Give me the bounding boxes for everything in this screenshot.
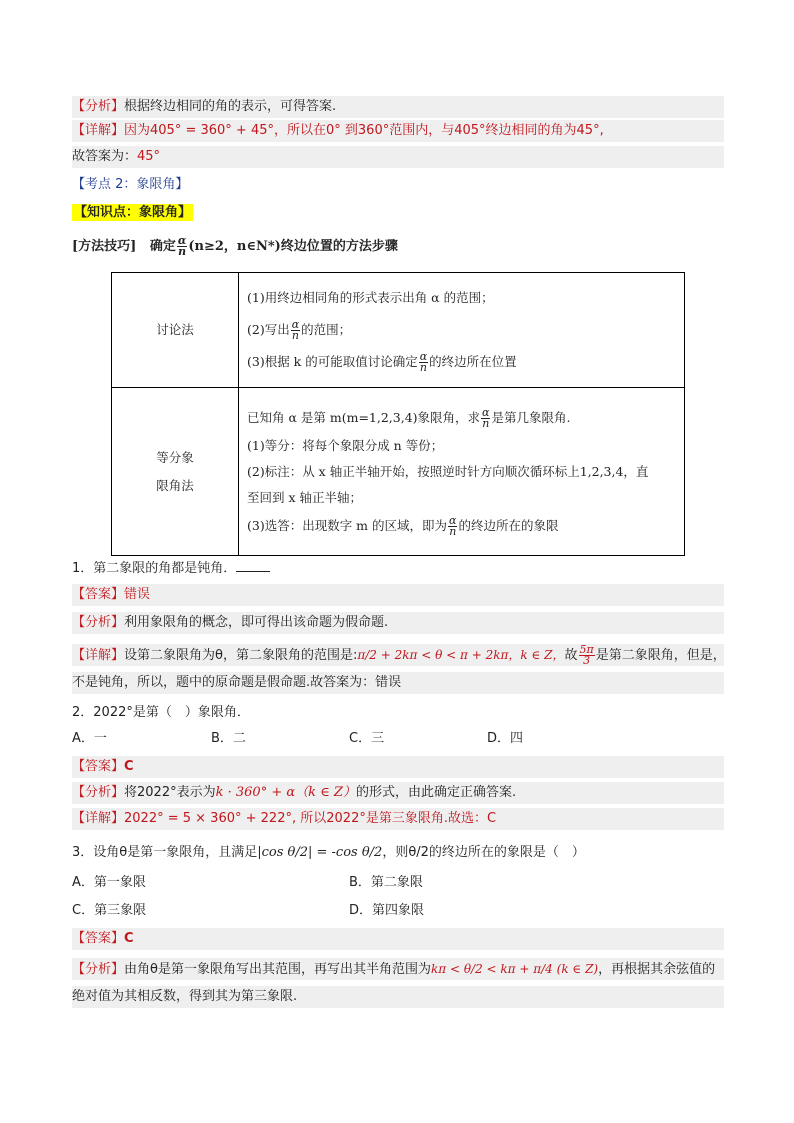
q3-analysis-math: kπ < θ/2 < kπ + π/4 (k ∈ Z) bbox=[430, 962, 599, 976]
q1-detail-line2 bbox=[72, 672, 724, 694]
q3-analysis-post: ，再根据其余弦值的 bbox=[598, 962, 716, 977]
q3-option-a: A．第一象限 bbox=[72, 875, 146, 890]
q3-analysis-line bbox=[72, 958, 724, 980]
frac-den: n bbox=[291, 329, 299, 342]
q3-analysis-pre: 由角θ是第一象限角写出其范围，再写出其半角范围为 bbox=[124, 962, 431, 977]
division-step-0-frac bbox=[481, 405, 490, 430]
method-name-division bbox=[112, 388, 239, 556]
discussion-step-2-post: 的范围； bbox=[301, 322, 352, 337]
discussion-step-3-frac bbox=[419, 352, 428, 373]
method-title-pre: 确定 bbox=[149, 239, 176, 254]
division-step-0-pre: 已知角 α 是第 m(m=1,2,3,4)象限角，求 bbox=[247, 409, 481, 425]
frac-den: n bbox=[419, 361, 427, 374]
q1-analysis-line bbox=[72, 612, 724, 634]
method-title-post: (n≥2，n∈N*)终边位置的方法步骤 bbox=[188, 239, 398, 254]
q2-detail-math: 2022° = 5 × 360° + 222°, bbox=[124, 811, 297, 826]
q2-option-d: D．四 bbox=[487, 731, 524, 746]
method-row-discussion bbox=[112, 273, 685, 388]
frac-den: n bbox=[178, 245, 187, 258]
q2-answer-line bbox=[72, 756, 724, 778]
analysis-label: 【分析】 bbox=[72, 615, 125, 630]
q2-option-b: B．二 bbox=[211, 731, 246, 746]
q1-answer-value: 错误 bbox=[124, 587, 151, 602]
division-step-2b: 至回到 x 轴正半轴； bbox=[247, 489, 362, 505]
q3-option-c: C．第三象限 bbox=[72, 903, 147, 918]
analysis-label: 【分析】 bbox=[72, 962, 125, 977]
method-tag: [方法技巧] bbox=[72, 239, 137, 254]
frac-num: α bbox=[419, 350, 428, 363]
detail-label: 【详解】 bbox=[72, 648, 125, 663]
frac-den: n bbox=[482, 416, 490, 430]
division-step-3-frac bbox=[448, 513, 457, 538]
q2-analysis-line bbox=[72, 782, 724, 804]
method-title-frac bbox=[177, 236, 187, 257]
division-step-3-post: 的终边所在的象限 bbox=[458, 517, 559, 533]
q1-answer-blank bbox=[236, 559, 270, 572]
q2-analysis-post: 的形式，由此确定正确答案. bbox=[355, 785, 517, 800]
q3-analysis-line2 bbox=[72, 986, 724, 1008]
analysis-label: 【分析】 bbox=[72, 785, 125, 800]
answer-label: 【答案】 bbox=[72, 759, 125, 774]
kaodian-text: 【考点 2：象限角】 bbox=[72, 177, 189, 192]
division-name-line1: 等分象 bbox=[156, 449, 194, 465]
frac-num: α bbox=[482, 405, 490, 419]
q3-stem-post: ，则θ/2的终边所在的象限是（ ） bbox=[382, 845, 585, 860]
frac-num: α bbox=[449, 513, 457, 527]
q2-analysis-pre: 将2022°表示为 bbox=[124, 785, 216, 800]
q1-detail-post: 是第二象限角，但是， bbox=[595, 648, 726, 663]
method-body-division bbox=[239, 388, 685, 556]
kaodian-heading bbox=[72, 174, 188, 196]
detail-label: 【详解】 bbox=[72, 123, 125, 138]
intro-detail-line bbox=[72, 120, 724, 142]
discussion-step-3 bbox=[247, 351, 676, 373]
q3-stem-pre: 3．设角θ是第一象限角，且满足 bbox=[72, 845, 258, 860]
q1-frac-den: 3 bbox=[579, 655, 595, 666]
method-table bbox=[111, 272, 685, 556]
analysis-label: 【分析】 bbox=[72, 99, 125, 114]
intro-answer-value: 45° bbox=[137, 149, 161, 164]
intro-analysis-text: 根据终边相同的角的表示，可得答案. bbox=[124, 99, 337, 114]
frac-den: n bbox=[449, 524, 457, 538]
q2-detail-line bbox=[72, 808, 724, 830]
q3-answer-value: C bbox=[124, 931, 134, 946]
discussion-step-2-frac bbox=[291, 320, 300, 341]
q2-detail-post: 所以2022°是第三象限角.故选：C bbox=[300, 811, 497, 826]
zhishidian-text: 【知识点：象限角】 bbox=[74, 205, 192, 220]
intro-detail-text2: 故答案为： bbox=[72, 149, 138, 164]
q3-stem-math: |cos θ/2| = -cos θ/2 bbox=[257, 845, 383, 860]
q3-stem bbox=[72, 842, 585, 864]
q3-option-b: B．第二象限 bbox=[349, 875, 423, 890]
q1-detail-pre: 设第二象限角为θ，第二象限角的范围是: bbox=[124, 648, 358, 663]
division-step-3 bbox=[247, 515, 676, 537]
q1-frac-num: 5π bbox=[579, 643, 594, 656]
q2-analysis-math: k · 360° + α（k ∈ Z） bbox=[215, 785, 356, 800]
q1-detail-line2-text: 不是钝角，所以，题中的原命题是假命题.故答案为：错误 bbox=[72, 675, 402, 690]
intro-answer-line bbox=[72, 146, 724, 168]
q3-analysis-line2-text: 绝对值为其相反数，得到其为第三象限. bbox=[72, 989, 298, 1004]
q2-stem-text: 2．2022°是第（ ）象限角． bbox=[72, 705, 250, 720]
discussion-step-2-pre: (2)写出 bbox=[247, 322, 290, 337]
q2-option-c: C．三 bbox=[349, 731, 385, 746]
division-step-2a: (2)标注：从 x 轴正半轴开始，按照逆时针方向顺次循环标上1,2,3,4，直 bbox=[247, 463, 649, 479]
discussion-step-3-post: 的终边所在位置 bbox=[429, 354, 517, 369]
discussion-step-2 bbox=[247, 319, 676, 341]
q2-answer-value: C bbox=[124, 759, 134, 774]
q1-answer-line bbox=[72, 584, 724, 606]
q3-answer-line bbox=[72, 928, 724, 950]
answer-label: 【答案】 bbox=[72, 931, 125, 946]
q1-detail-line bbox=[72, 644, 724, 666]
division-step-0 bbox=[247, 407, 676, 429]
frac-num: α bbox=[291, 318, 300, 331]
q2-option-a: A．一 bbox=[72, 731, 107, 746]
q1-detail-mid: 故 bbox=[564, 648, 578, 663]
zhishidian-heading bbox=[72, 202, 193, 224]
method-row-division bbox=[112, 388, 685, 556]
discussion-step-1: (1)用终边相同角的形式表示出角 α 的范围； bbox=[247, 290, 494, 305]
q1-analysis-text: 利用象限角的概念，即可得出该命题为假命题. bbox=[124, 615, 389, 630]
division-step-0-post: 是第几象限角. bbox=[491, 409, 571, 425]
answer-label: 【答案】 bbox=[72, 587, 125, 602]
intro-detail-text: 因为405° = 360° + 45°，所以在0° 到360°范围内，与405°终边相同的角为45°, bbox=[124, 123, 604, 138]
intro-analysis-line bbox=[72, 96, 724, 118]
q2-stem bbox=[72, 702, 250, 724]
method-name-discussion: 讨论法 bbox=[112, 273, 239, 388]
q1-stem bbox=[72, 558, 270, 580]
q1-detail-frac bbox=[579, 645, 595, 666]
q3-option-d: D．第四象限 bbox=[349, 903, 425, 918]
division-name-line2: 限角法 bbox=[156, 477, 194, 493]
method-body-discussion bbox=[239, 273, 685, 388]
q1-detail-math: π/2 + 2kπ < θ < π + 2kπ，k ∈ Z， bbox=[357, 648, 565, 662]
division-step-1: (1)等分：将每个象限分成 n 等份； bbox=[247, 437, 444, 453]
discussion-step-3-pre: (3)根据 k 的可能取值讨论确定 bbox=[247, 354, 418, 369]
q1-stem-text: 1．第二象限的角都是钝角． bbox=[72, 561, 237, 576]
detail-label: 【详解】 bbox=[72, 811, 125, 826]
frac-num: α bbox=[177, 234, 187, 247]
division-step-3-pre: (3)选答：出现数字 m 的区域，即为 bbox=[247, 517, 448, 533]
method-title bbox=[72, 236, 398, 258]
